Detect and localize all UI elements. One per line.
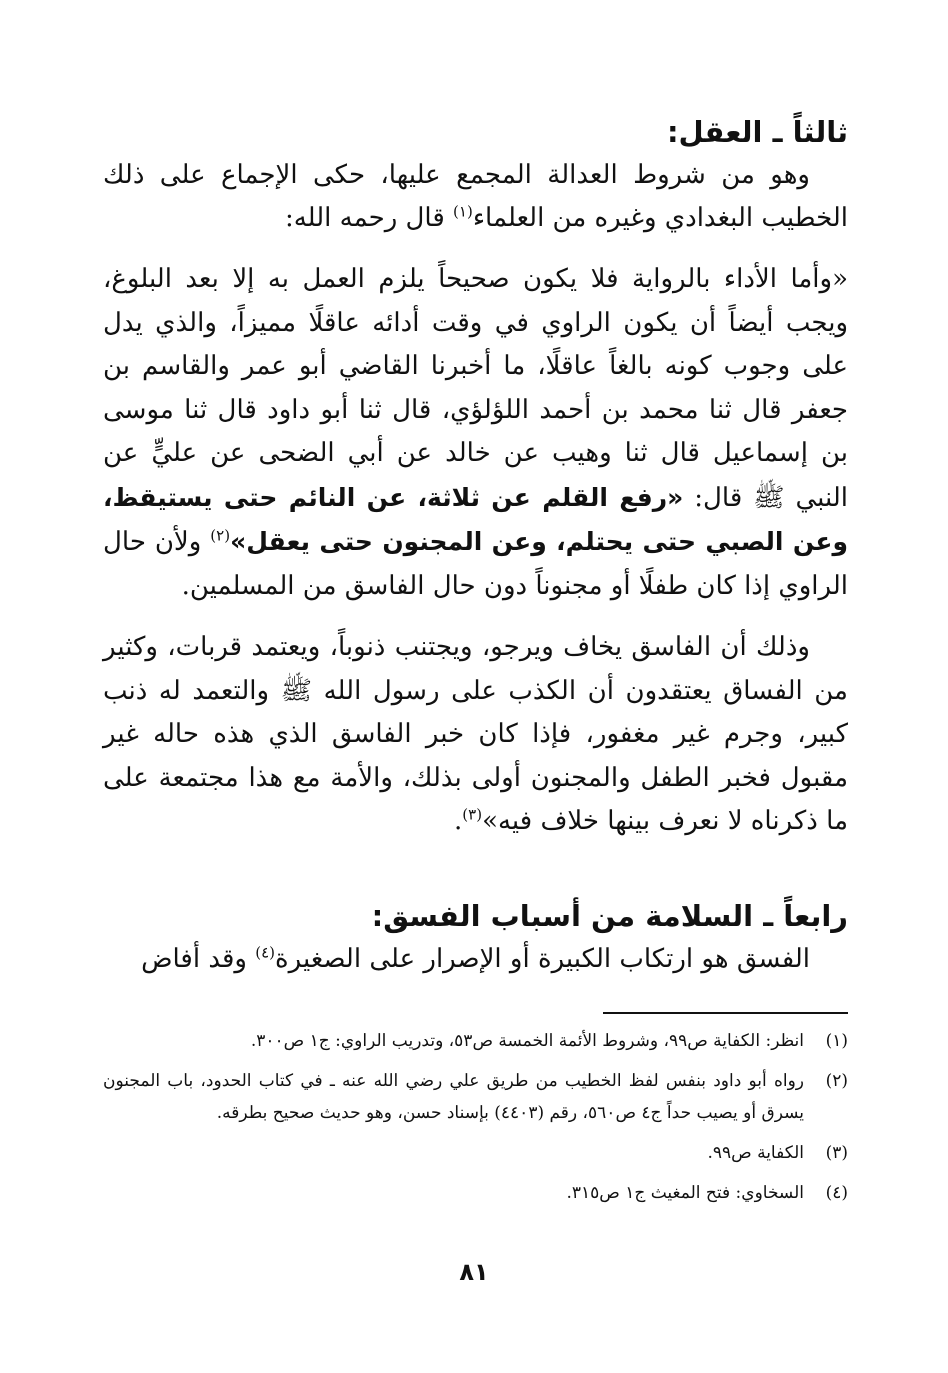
quotation-text: وذلك أن الفاسق يخاف ويرجو، ويجتنب ذنوباً، ويعتمد قربات، وكثير من الفساق يعتقدون أن الكذب على رسول الله ﷺ والتعمد له ذنب كبير، وجرم غير مغفور، فإذا كان خبر الفاسق الذي هذه حاله غير مقبول فخبر الطفل والمجنون أولى بذلك، والأمة مع هذا مجتمعة على ما ذكرناه لا نعرف بينها خلاف فيه»	[103, 632, 848, 836]
main-text	[103, 110, 848, 981]
paragraph-text: وقد أفاض	[141, 943, 256, 974]
footnote-ref: (٢)	[210, 526, 231, 545]
paragraph-text: وهو من شروط العدالة المجمع عليها، حكى الإجماع على ذلك الخطيب البغدادي وغيره من العلماء	[103, 160, 848, 233]
footnote-item	[103, 1025, 848, 1057]
footnotes	[103, 1025, 848, 1217]
footnote-item	[103, 1177, 848, 1209]
footnote-text: الكفاية ص٩٩.	[707, 1143, 804, 1163]
paragraph-fisq	[103, 938, 848, 981]
footnote-text: السخاوي: فتح المغيث ج١ ص٣١٥.	[566, 1183, 804, 1203]
quotation-text: «وأما الأداء بالرواية فلا يكون صحيحاً يلزم العمل به إلا بعد البلوغ، ويجب أيضاً أن يكون الراوي في وقت أدائه عاقلًا مميزاً، والذي يدل على وجوب كونه بالغاً عاقلًا، ما أخبرنا القاضي أبو عمر والقاسم بن جعفر قال ثنا محمد بن أحمد اللؤلؤي، قال ثنا أبو داود قال ثنا موسى بن إسماعيل قال ثنا وهيب عن خالد عن أبي الضحى عن عليٍّ عن النبي ﷺ قال:	[103, 264, 848, 513]
footnote-number: (٣)	[825, 1143, 848, 1163]
quotation-text: .	[454, 806, 463, 836]
footnote-number: (١)	[825, 1031, 848, 1051]
footnote-item	[103, 1137, 848, 1169]
paragraph-text: قال رحمه الله:	[284, 203, 454, 233]
footnote-text: انظر: الكفاية ص٩٩، وشروط الأئمة الخمسة ص٥٣، وتدريب الراوي: ج١ ص٣٠٠.	[250, 1031, 804, 1051]
quotation-text: ولأن حال الراوي إذا كان طفلًا أو مجنوناً دون حال الفاسق من المسلمين.	[103, 527, 848, 601]
footnote-text: رواه أبو داود بنفس لفظ الخطيب من طريق علي رضي الله عنه ـ في كتاب الحدود، باب المجنون يسرق أو يصيب حداً ج٤ ص٥٦٠، رقم (٤٤٠٣) بإسناد حسن، وهو حديث صحيح بطرقه.	[103, 1071, 804, 1123]
page-number: ٨١	[459, 1258, 489, 1286]
paragraph-intro	[103, 154, 848, 240]
footnote-number: (٤)	[825, 1183, 848, 1203]
footnote-separator	[603, 1012, 848, 1014]
section-heading-reason: ثالثاً ـ العقل:	[666, 115, 848, 149]
quotation-paragraph	[103, 258, 848, 608]
paragraph-text: الفسق هو ارتكاب الكبيرة أو الإصرار على الصغيرة	[275, 943, 810, 974]
quotation-paragraph	[103, 626, 848, 844]
footnote-item	[103, 1065, 848, 1129]
footnote-number: (٢)	[825, 1071, 848, 1091]
hadith-text: «رفع القلم عن ثلاثة، عن النائم حتى يستيقظ، وعن الصبي حتى يحتلم، وعن المجنون حتى يعقل»	[103, 482, 848, 556]
footnote-ref: (٤)	[255, 942, 276, 961]
footnote-ref: (٣)	[462, 805, 483, 824]
footnote-ref: (١)	[453, 202, 473, 221]
section-heading-integrity: رابعاً ـ السلامة من أسباب الفسق:	[371, 898, 848, 933]
